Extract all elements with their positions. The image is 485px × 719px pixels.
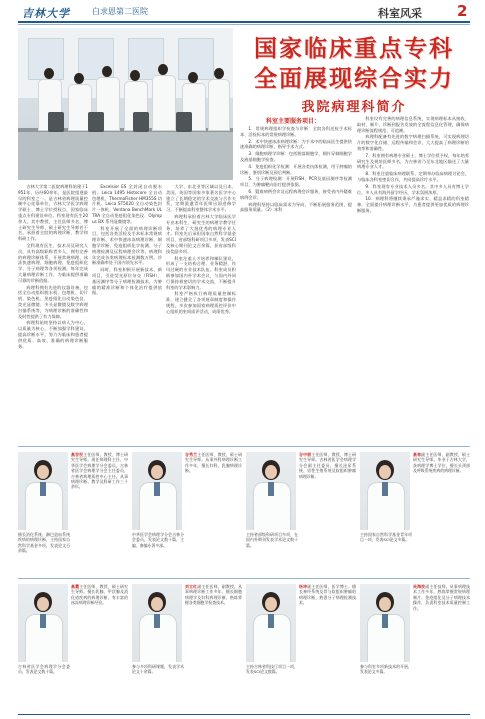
article-column-2 bbox=[92, 184, 162, 440]
article-paragraph: 科室严格执行病理质量控制标准，建立健全了各项规章制度和操作规程，多次参加国家病理质控评价中心组织的室间质评活动，成绩优秀。 bbox=[166, 291, 236, 314]
article-paragraph: 5．分子病理检测：开展FISH、PCR及基因测序等检测项目，为肿瘤靶向治疗提供依据。 bbox=[240, 176, 352, 188]
page-number: 2 bbox=[457, 2, 468, 20]
staff-bio-continued: 吉林省医学会病理学分会委员，发表论文数十篇。 bbox=[18, 664, 70, 675]
staff-bio: 谷中丽主任医师，教授，博士研究生导师。吉林省医学会病理学分会副主任委员，擅长泌尿系统、男性生殖系统及软组织肿瘤病理诊断。 bbox=[299, 452, 356, 479]
staff-profile bbox=[18, 452, 128, 570]
staff-profile bbox=[18, 584, 128, 702]
staff-bio: 高霞主任医师，教授，硕士研究生导师。擅长乳腺、甲状腺及消化道疾病的病理诊断，有丰富的冰冻病理诊断经验。 bbox=[71, 584, 128, 606]
staff-portrait bbox=[360, 452, 410, 530]
staff-portrait bbox=[360, 584, 410, 662]
article-column-4 bbox=[240, 126, 352, 440]
article-column-1 bbox=[18, 184, 88, 440]
article-paragraph: 10．病理科将继续秉承严谨求实、精益求精的科室精神，全面提升病理诊断水平，为患者提供更加优质的病理诊断服务。 bbox=[357, 196, 469, 213]
staff-name: 刘立红 bbox=[185, 584, 198, 589]
header-rule-thin bbox=[18, 24, 470, 25]
article-paragraph: 病理科坚持以临床需求为导向，不断拓展服务范围，提高服务质量。（2）本科 bbox=[240, 201, 352, 213]
staff-name: 高林 bbox=[413, 452, 422, 457]
staff-bio-continued: 主持吉林省科技厅项目一项，发表SCI论文数篇。 bbox=[246, 664, 298, 675]
article-paragraph: 病理科拥有先进的仪器设备，包括全自动组织脱水机、包埋机、切片机、染色机、免疫组化自动染色仪、荧光显微镜、多头显微镜及数字病理扫描系统等，为病理诊断的准确性和及时性提供了有力保障。 bbox=[18, 284, 88, 319]
staff-bio: 杨坤副主任医师，医学博士。擅长神经系统及骨与软组织肿瘤的病理诊断，熟悉分子病理检测技术。 bbox=[299, 584, 356, 606]
article-paragraph: 全科现有医生、技术员及研究人员，具有高级职称者多人，拥有完善的病理诊断体系，开展常规病理、冰冻快速病理、细胞病理、免疫组织化学、分子病理等各项检测，每年完成大量病理诊断工作，为临床提供准确可靠的诊断依据。 bbox=[18, 242, 88, 283]
article-paragraph: 病理科承担着吉林大学临床医学专业本科生、研究生的病理学教学任务，培养了大批优秀的病理专业人才。科室先后承担国家自然科学基金项目、省部级科研项目多项，发表SCI及核心期刊论文百余篇，获省部级科技奖励多项。 bbox=[166, 213, 236, 254]
staff-profile bbox=[246, 452, 356, 570]
article-paragraph: 大学、东北亚等区域以及日本、美国、英国等国家多家著名医学中心建立了长期稳定的学术交流与合作关系，定期派遣青年医师出国进修学习，不断提高科室整体学术水平。 bbox=[166, 184, 236, 213]
article-paragraph: 3．细胞病理学诊断：包括脱落细胞学、细针穿刺细胞学及液基细胞学检查。 bbox=[240, 151, 352, 162]
article-paragraph: 8．科室注重临床病理联系，定期举办临床病理讨论会，与临床各科室密切合作，共同提高诊疗水平。 bbox=[357, 171, 469, 182]
staff-portrait bbox=[246, 452, 296, 530]
article-paragraph: 科室设有完善的病理信息系统，实现病理标本从接收、取材、制片、诊断到报告发放的全流程信息化管理，确保病理诊断流程规范、可追溯。 bbox=[357, 116, 469, 133]
profiles-top-rule bbox=[18, 446, 470, 447]
staff-name: 谷中丽 bbox=[299, 452, 312, 457]
article-paragraph: 6．疑难病例会诊及远程病理会诊服务，接受省内外疑难病例会诊。 bbox=[240, 188, 352, 200]
article-paragraph: Excelsior ES 全封闭自动脱水机、Leica 1495 Histocore 全自动包埋机、ThermoFisher HM355S 切片机、Leica ST5020 全自动染色封片一体机、Ventana BenchMark ULTRA 全自动免疫组化染色仪、Olympus BX 系列显微镜等。 bbox=[92, 184, 162, 224]
article-paragraph: 9．科室现有专业技术人员多名，其中多人具有博士学位，多人具有海外留学经历，学术氛围浓厚。 bbox=[357, 183, 469, 195]
staff-portrait bbox=[132, 452, 182, 530]
footer-rule bbox=[18, 714, 470, 715]
staff-bio-continued: 擅长消化系统、淋巴造血系统疾病的病理诊断，主持国家自然科学基金多项，发表论文百余篇。 bbox=[18, 532, 70, 554]
staff-profile bbox=[132, 452, 242, 570]
masthead-subtitle: 白求恩第二医院 bbox=[92, 7, 148, 16]
staff-bio: 高林副主任医师，副教授，硕士研究生导师。毕业于吉林大学，获病理学博士学位，擅长头颈部及呼吸系统疾病的病理诊断。 bbox=[413, 452, 470, 474]
article-column-3 bbox=[166, 184, 236, 440]
staff-name: 杨坤 bbox=[299, 584, 308, 589]
header-rule bbox=[18, 21, 470, 23]
headline-line-2: 全面展现综合实力 bbox=[254, 66, 454, 92]
staff-bio-continued: 参与多项科研课题，发表学术论文十余篇。 bbox=[132, 664, 184, 675]
staff-bio-continued: 主持省部级科研项目多项，在国内外期刊发表学术论文数十篇。 bbox=[246, 532, 298, 548]
staff-portrait bbox=[132, 584, 182, 662]
staff-profile bbox=[360, 452, 470, 570]
staff-portrait bbox=[246, 584, 296, 662]
article-paragraph: 科室注重人才培养和梯队建设，形成了一支结构合理、业务精湛、作风过硬的专业技术队伍。科室成员积极参加国内外学术会议，与国内外同行保持着密切的学术交流，不断提升科室的学术影响力。 bbox=[166, 255, 236, 290]
staff-profile bbox=[246, 584, 356, 702]
staff-bio-continued: 参与科室多项新技术的开展，发表论文多篇。 bbox=[360, 664, 412, 675]
article-paragraph: 吉林大学第二医院病理科始建于1951年，历经60余年，是医院组建最早的科室之一。是吉林省病理质量控制中心挂靠单位，吉林大学医学病理学硕士、博士学位授权点，国家临床重点专科建设单位。科室现有医生20余人，其中教授、主任医师多名，博士研究生导师、硕士研究生导师若干名，承担着全院的病理诊断、教学和科研工作。 bbox=[18, 184, 88, 242]
staff-name: 谷秀兰 bbox=[185, 452, 198, 457]
staff-portrait bbox=[18, 452, 68, 530]
lab-group-photo bbox=[18, 28, 233, 180]
staff-name: 高霞 bbox=[71, 584, 80, 589]
headline-subtitle: 我院病理科简介 bbox=[301, 100, 407, 115]
article-paragraph: 病理科始终坚持以病人为中心，以质量为核心，不断加强学科建设，提高诊断水平，努力为临床和患者提供优质、高效、准确的病理诊断服务。 bbox=[18, 320, 88, 349]
headline-line-1: 国家临床重点专科 bbox=[254, 36, 454, 62]
article-paragraph: 病理科配备有先进的数字病理扫描系统，可实现病理切片的数字化存储、远程传输和会诊，大大提高了病理诊断的效率和准确性。 bbox=[357, 134, 469, 151]
staff-bio: 刘立红副主任医师，副教授。从事病理诊断工作多年，擅长细胞病理学及妇科病理诊断，熟练掌握各类细胞学检查技术。 bbox=[185, 584, 242, 606]
staff-name: 高世权 bbox=[71, 452, 84, 457]
article-paragraph: 1．常规病理组织学检查与诊断：全院各科送检手术标本、活检标本的常规病理诊断。 bbox=[240, 126, 352, 137]
staff-bio: 谷秀兰主任医师，教授，硕士研究生导师。从事外科病理诊断工作多年，擅长妇科、乳腺病理诊断。 bbox=[185, 452, 242, 474]
staff-bio: 高世权主任医师，教授，博士研究生导师。现任病理科主任，中华医学会病理学分会委员，吉林省医学会病理学分会主任委员，吉林省病理质控中心主任。从事病理诊断、教学及科研工作三十余年。 bbox=[71, 452, 128, 490]
page-header bbox=[0, 0, 485, 26]
section-title: 科室风采 bbox=[378, 7, 422, 20]
masthead-title: 吉林大学 bbox=[22, 7, 70, 20]
article-paragraph: 同时，科室积极开展新技术、新项目，引进荧光原位杂交（FISH）、基因测序等分子病理检测技术，为肿瘤的精准诊断和个体化治疗提供依据。 bbox=[92, 267, 162, 296]
article-paragraph: 7．科室拥有病理专业硕士、博士学位授予权，每年培养研究生及规培医师多名，为吉林省乃至东北地区输送了大量病理专业人才。 bbox=[357, 152, 469, 170]
staff-bio-continued: 主持国家自然科学基金青年项目一项，发表SCI论文多篇。 bbox=[360, 532, 412, 543]
staff-profile bbox=[360, 584, 470, 702]
staff-profile bbox=[132, 584, 242, 702]
article-paragraph: 4．免疫组织化学检测：开展各类抗体检测，用于肿瘤的诊断、鉴别诊断及预后判断。 bbox=[240, 163, 352, 175]
staff-name: 吴海波 bbox=[413, 584, 426, 589]
staff-bio: 吴海波副主任技师。从事病理技术工作多年，熟练掌握常规病理制片、免疫组化及分子病理技术操作，负责科室技术质量控制工作。 bbox=[413, 584, 470, 611]
services-box-title: 科室主要服务项目： bbox=[266, 118, 321, 125]
staff-portrait bbox=[18, 584, 68, 662]
article-paragraph: 科室开展了全面的病理诊断项目，包括各类活检及手术标本常规病理诊断、术中快速冰冻病理诊断、细胞学诊断、免疫组织化学检测、分子病理检测及远程病理会诊等。病理科年完成各类病理标本检测数万例，诊断准确率处于国内领先水平。 bbox=[92, 225, 162, 266]
article-column-5 bbox=[357, 116, 469, 440]
profiles-mid-rule bbox=[18, 578, 470, 579]
article-paragraph: 2．术中快速冰冻病理诊断：为手术中的临床医生提供快速准确的病理诊断，指导手术方式。 bbox=[240, 138, 352, 150]
staff-bio-continued: 中华医学会病理学分会吉林分会委员，发表论文数十篇，主编、参编专著多部。 bbox=[132, 532, 184, 548]
